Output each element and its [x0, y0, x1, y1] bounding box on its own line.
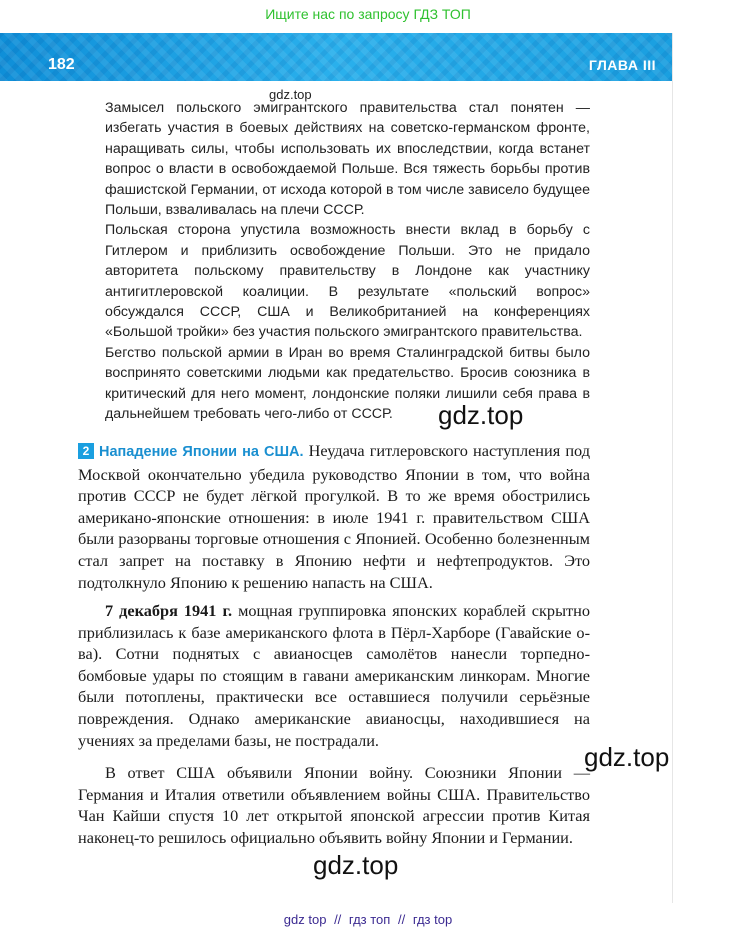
separator: // [397, 912, 406, 927]
date-highlight: 7 декабря 1941 г. [105, 601, 233, 620]
paragraph-text: мощная группировка японских кораблей скрытно приблизилась к базе американского флота в Пёрл-Харборе (Гавайские о-ва). Сотни поднятых с авианосцев самолётов нанесли торпедно-бомбовые удары по стоящим в гавани американским линкорам. Многие были потоплены, практически все оставшиеся получили серьёзные повреждения. Однако американские авианосцы, находившиеся на учениях за пределами базы, не пострадали. [78, 601, 590, 750]
page-number: 182 [48, 56, 75, 73]
section-number-badge: 2 [78, 443, 94, 459]
paragraph [78, 600, 590, 751]
bottom-link[interactable]: гдз топ [348, 912, 391, 927]
bottom-link[interactable]: гдз top [412, 912, 453, 927]
text-block-final [78, 762, 590, 848]
section-lead-text: Неудача гитлеровского наступления под Москвой окончательно убедила руководство Японии в том, что война против СССР не будет лёгкой прогулкой. В то же время обострились американо-японские отношения: в июле 1941 г. правительством США были разорваны торговые отношения с Японией. Особенно болезненным стал запрет на поставку в Японию нефти и нефтепродуктов. Это подтолкнуло Японию к решению напасть на США. [78, 441, 591, 592]
paragraph: Замысел польского эмигрантского правительства стал понятен — избегать участия в боевых действиях на советско-германском фронте, наращивать силы, чтобы использовать их впоследствии, когда встанет вопрос о власти в освобождаемой Польше. Вся тяжесть борьбы против фашистской Германии, от исхода которой в том числе зависело будущее Польши, взваливалась на плечи СССР. [105, 100, 590, 219]
bottom-link[interactable]: gdz top [283, 912, 327, 927]
watermark-large: gdz.top [438, 400, 524, 430]
text-block-1 [105, 98, 590, 425]
watermark-large: gdz.top [584, 742, 670, 772]
paragraph: В ответ США объявили Японии войну. Союзники Японии — Германия и Италия ответили объявлением войны США. Правительство Чан Кайши спустя 10 лет открытой японской агрессии против Китая наконец-то решилось официально объявить войну Японии и Германии. [78, 763, 590, 847]
bottom-links [0, 912, 736, 927]
section-2 [78, 440, 590, 593]
page-header-banner [0, 33, 673, 81]
separator: // [334, 912, 342, 927]
paragraph: Бегство польской армии в Иран во время Сталинградской битвы было воспринято советскими людьми как предательство. Бросив союзника в критический для него момент, лондонские поляки лишили себя права в дальнейшем требовать чего-либо от СССР. [105, 344, 590, 423]
search-hint-link[interactable]: Ищите нас по запросу ГДЗ ТОП [265, 6, 471, 22]
text-block-date [78, 600, 590, 751]
section-title: Нападение Японии на США. [99, 444, 304, 460]
watermark-large: gdz.top [313, 850, 399, 880]
page-edge-divider [672, 33, 673, 903]
paragraph: Польская сторона упустила возможность внести вклад в борьбу с Гитлером и приблизить освобождение Польши. Это не придало авторитета польскому правительству в Лондоне как участнику антигитлеровской коалиции. В результате «польский вопрос» обсуждался СССР, США и Великобританией на конференциях «Большой тройки» без участия польского эмигрантского правительства. [105, 222, 590, 341]
section-lead-paragraph [78, 440, 590, 593]
chapter-label: ГЛАВА III [588, 57, 656, 73]
watermark-small: gdz.top [269, 87, 312, 102]
